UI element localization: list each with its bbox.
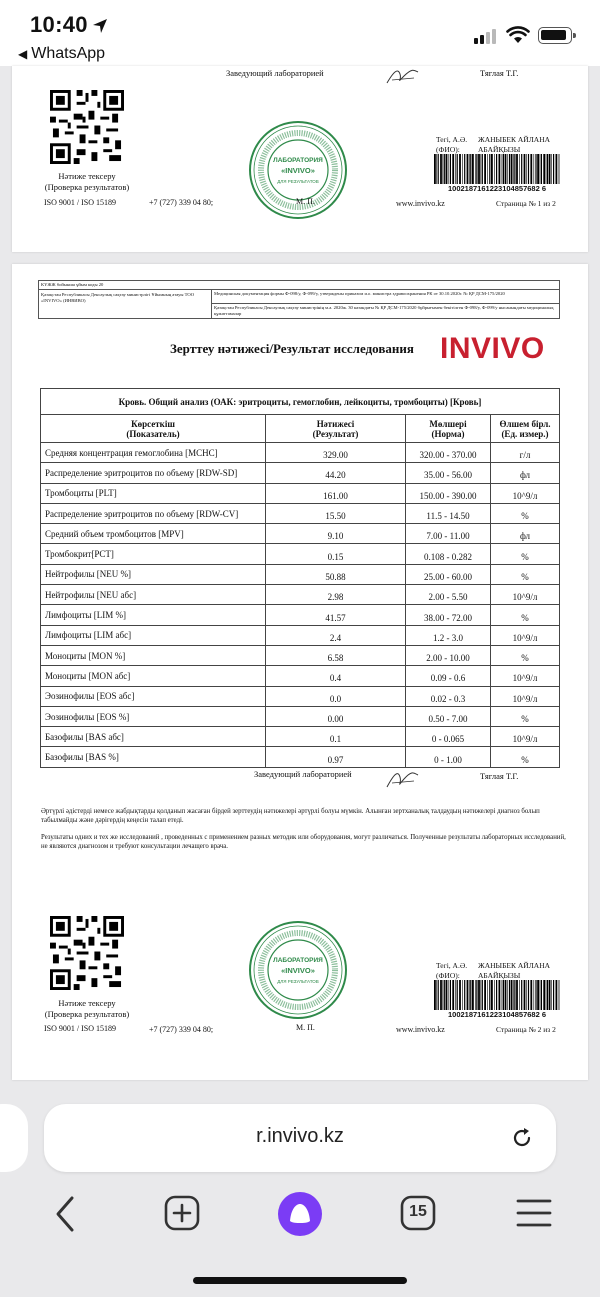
reload-icon[interactable]: [510, 1126, 534, 1150]
doc-header-left: Қазақстан Республикасы Денсаулық сақтау министрлігі Ұйымның атауы ТОО «INVIVO» (ИНВИВО): [39, 290, 212, 318]
table-row: [41, 503, 560, 523]
test-result: 0.00: [266, 706, 406, 726]
stamp-middle-text: «INVIVO»: [281, 966, 315, 975]
lab-phone: +7 (727) 339 04 80;: [149, 1025, 214, 1034]
test-norm: 0.09 - 0.6: [406, 666, 491, 686]
test-norm: 0.02 - 0.3: [406, 686, 491, 706]
stamp-bottom-text: ДЛЯ РЕЗУЛЬТАТОВ: [277, 179, 319, 184]
test-name: Нейтрофилы [NEU %]: [41, 564, 266, 584]
test-norm: 1.2 - 3.0: [406, 625, 491, 645]
test-result: 0.4: [266, 666, 406, 686]
test-result: 2.98: [266, 585, 406, 605]
table-row: [41, 666, 560, 686]
lab-head-label: Заведующий лабораторией: [254, 769, 352, 779]
wifi-icon: [506, 26, 530, 44]
test-result: 50.88: [266, 564, 406, 584]
test-name: Тромбокрит[PCT]: [41, 544, 266, 564]
test-unit: 10^9/л: [491, 585, 560, 605]
test-name: Моноциты [MON %]: [41, 645, 266, 665]
lab-head-name: Тяглая Т.Г.: [480, 68, 519, 78]
test-norm: 150.00 - 390.00: [406, 483, 491, 503]
test-norm: 0 - 0.065: [406, 727, 491, 747]
test-name: Эозинофилы [EOS абс]: [41, 686, 266, 706]
iso-info: ISO 9001 / ISO 15189: [44, 198, 117, 207]
barcode-icon: [434, 980, 560, 1010]
stamp-label: М. П.: [296, 1023, 315, 1032]
lab-website[interactable]: www.invivo.kz: [396, 199, 445, 208]
test-name: Моноциты [MON абс]: [41, 666, 266, 686]
location-arrow-icon: [92, 18, 108, 34]
document-page-2: [12, 264, 588, 1080]
test-unit: 10^9/л: [491, 483, 560, 503]
test-norm: 7.00 - 11.00: [406, 524, 491, 544]
patient-name: ЖАНЫБЕК АЙЛАНА АБАЙҚЫЗЫ: [478, 961, 551, 980]
table-row: [41, 443, 560, 463]
lab-stamp-icon: [248, 920, 348, 1020]
test-name: Базофилы [BAS %]: [41, 747, 266, 767]
test-norm: 0.50 - 7.00: [406, 706, 491, 726]
patient-name: ЖАНЫБЕК АЙЛАНА АБАЙҚЫЗЫ: [478, 135, 551, 154]
page-title: Зерттеу нәтижесі/Результат исследования: [170, 341, 414, 356]
table-row: [41, 524, 560, 544]
address-bar[interactable]: [44, 1104, 556, 1172]
column-header: Нәтижесі (Результат): [266, 415, 406, 443]
test-unit: %: [491, 747, 560, 767]
home-indicator[interactable]: [193, 1277, 407, 1284]
test-result: 6.58: [266, 645, 406, 665]
test-unit: %: [491, 706, 560, 726]
table-row: [41, 706, 560, 726]
page-number: Страница № 2 из 2: [496, 1025, 556, 1034]
lab-website[interactable]: www.invivo.kz: [396, 1025, 445, 1034]
test-unit: 10^9/л: [491, 666, 560, 686]
test-result: 44.20: [266, 463, 406, 483]
back-to-app-link[interactable]: ◀ WhatsApp: [18, 45, 106, 62]
table-row: [41, 564, 560, 584]
disclaimer-kz: Әртүрлі әдістерді немесе жабдықтарды қолданып жасаған бірдей зерттеудің нәтижелері әртүрлі болуы мүмкін. Алынған зертханалық талдаудың нәтижелері диагноз болып табылмайды және дәрігердің кеңесін талап етеді.: [41, 808, 540, 824]
test-name: Нейтрофилы [NEU абс]: [41, 585, 266, 605]
new-tab-button[interactable]: [164, 1195, 200, 1231]
menu-button[interactable]: [516, 1198, 552, 1228]
table-row: [41, 544, 560, 564]
signature-icon: [384, 66, 422, 86]
test-unit: г/л: [491, 443, 560, 463]
stamp-bottom-text: ДЛЯ РЕЗУЛЬТАТОВ: [277, 979, 319, 984]
test-result: 329.00: [266, 443, 406, 463]
table-row: [41, 483, 560, 503]
table-row: [41, 747, 560, 767]
table-header: [41, 415, 560, 443]
test-unit: %: [491, 605, 560, 625]
table-row: [41, 585, 560, 605]
test-unit: 10^9/л: [491, 625, 560, 645]
test-unit: %: [491, 645, 560, 665]
clock: 10:40: [30, 12, 108, 38]
test-result: 0.15: [266, 544, 406, 564]
lab-phone: +7 (727) 339 04 80;: [149, 198, 214, 207]
doc-header: [38, 289, 560, 319]
table-row: [41, 463, 560, 483]
previous-tab-peek[interactable]: [0, 1104, 28, 1172]
column-header: Өлшем бірл. (Ед. измер.): [491, 415, 560, 443]
battery-icon: [538, 27, 572, 44]
test-name: Средний объем тромбоцитов [MPV]: [41, 524, 266, 544]
barcode-number: 1002187161223104857682 6: [447, 1010, 547, 1019]
test-unit: %: [491, 564, 560, 584]
back-button[interactable]: [50, 1194, 80, 1234]
patient-label: Тегі, А.Ә. (ФИО):: [436, 961, 468, 980]
stamp-top-text: ЛАБОРАТОРИЯ: [273, 957, 323, 964]
column-header: Көрсеткіш (Показатель): [41, 415, 266, 443]
table-row: [41, 645, 560, 665]
signature-icon: [384, 768, 422, 790]
test-norm: 38.00 - 72.00: [406, 605, 491, 625]
qr-caption: Нәтиже тексеру (Проверка результатов): [44, 998, 130, 1019]
back-triangle-icon: ◀: [18, 47, 28, 61]
test-name: Распределение эритроцитов по объему [RDW-CV]: [41, 503, 266, 523]
test-name: Эозинофилы [EOS %]: [41, 706, 266, 726]
table-row: [41, 625, 560, 645]
test-result: 161.00: [266, 483, 406, 503]
test-name: Распределение эритроцитов по объему [RDW-SD]: [41, 463, 266, 483]
lab-head-name: Тяглая Т.Г.: [480, 771, 519, 781]
disclaimer-ru: Результаты одних и тех же исследований , проведенных с применением разных методик или оборудования, могут различаться. Полученные результаты лабораторных исследований, не являются диагнозом и требуют консультации лечащего врача.: [41, 834, 566, 850]
iso-info: ISO 9001 / ISO 15189: [44, 1024, 117, 1033]
test-norm: 35.00 - 56.00: [406, 463, 491, 483]
cellular-signal-icon: [474, 28, 498, 44]
stamp-middle-text: «INVIVO»: [281, 166, 315, 175]
patient-label: Тегі, А.Ә. (ФИО):: [436, 135, 468, 154]
test-unit: 10^9/л: [491, 686, 560, 706]
test-norm: 2.00 - 10.00: [406, 645, 491, 665]
stamp-top-text: ЛАБОРАТОРИЯ: [273, 157, 323, 164]
test-unit: %: [491, 544, 560, 564]
test-norm: 0 - 1.00: [406, 747, 491, 767]
qr-code-icon[interactable]: [50, 90, 124, 164]
test-norm: 320.00 - 370.00: [406, 443, 491, 463]
qr-caption: Нәтиже тексеру (Проверка результатов): [44, 171, 130, 192]
table-row: [41, 727, 560, 747]
test-norm: 2.00 - 5.50: [406, 585, 491, 605]
url-text[interactable]: r.invivo.kz: [256, 1125, 344, 1147]
test-unit: %: [491, 503, 560, 523]
doc-header-right-ru: Медицинская документация формы Ф-098/у, Ф-099/у, утверждены приказом и.о. министра здравоохранения РК от 30.10.2020г. № ҚР ДСМ-175/2020: [212, 290, 559, 304]
test-norm: 11.5 - 14.50: [406, 503, 491, 523]
barcode-number: 1002187161223104857682 6: [447, 184, 547, 193]
test-name: Базофилы [BAS абс]: [41, 727, 266, 747]
test-norm: 25.00 - 60.00: [406, 564, 491, 584]
test-unit: фл: [491, 524, 560, 544]
test-result: 0.0: [266, 686, 406, 706]
doc-header-right-kz: Қазақстан Республикасы Денсаулық сақтау министрінің м.а. 2020ж. 30 казандағы № ҚР ДСМ-175/2020 бұйрығымен бекітілген Ф-098/у, Ф-099/у нысанындағы медициналық құжаттамалар: [214, 305, 554, 316]
test-result: 0.97: [266, 747, 406, 767]
column-header: Мөлшері (Норма): [406, 415, 491, 443]
test-result: 15.50: [266, 503, 406, 523]
invivo-logo: INVIVO: [440, 332, 545, 365]
test-name: Лимфоциты [LIM абс]: [41, 625, 266, 645]
tabs-button[interactable]: [400, 1195, 436, 1231]
test-result: 41.57: [266, 605, 406, 625]
doc-header-code: КҮЖЖ бойынша ұйым коды 20: [38, 280, 560, 289]
test-unit: 10^9/л: [491, 727, 560, 747]
results-table: [40, 388, 560, 768]
status-bar: [0, 0, 600, 66]
document-page-1: [12, 66, 588, 252]
stamp-label: М. П.: [296, 197, 315, 206]
table-row: [41, 605, 560, 625]
test-name: Лимфоциты [LIM %]: [41, 605, 266, 625]
test-result: 2.4: [266, 625, 406, 645]
test-name: Тромбоциты [PLT]: [41, 483, 266, 503]
test-result: 9.10: [266, 524, 406, 544]
test-name: Средняя концентрация гемоглобина [MCHC]: [41, 443, 266, 463]
table-row: [41, 686, 560, 706]
test-result: 0.1: [266, 727, 406, 747]
alice-assistant-button[interactable]: [277, 1191, 323, 1237]
barcode-icon: [434, 154, 560, 184]
tab-count: 15: [409, 1203, 427, 1220]
test-unit: фл: [491, 463, 560, 483]
qr-code-icon[interactable]: [50, 916, 124, 990]
lab-head-label: Заведующий лабораторией: [226, 68, 324, 78]
page-number: Страница № 1 из 2: [496, 199, 556, 208]
table-caption: Кровь. Общий анализ (ОАК: эритроциты, гемоглобин, лейкоциты, тромбоциты) [Кровь]: [41, 389, 560, 415]
test-norm: 0.108 - 0.282: [406, 544, 491, 564]
